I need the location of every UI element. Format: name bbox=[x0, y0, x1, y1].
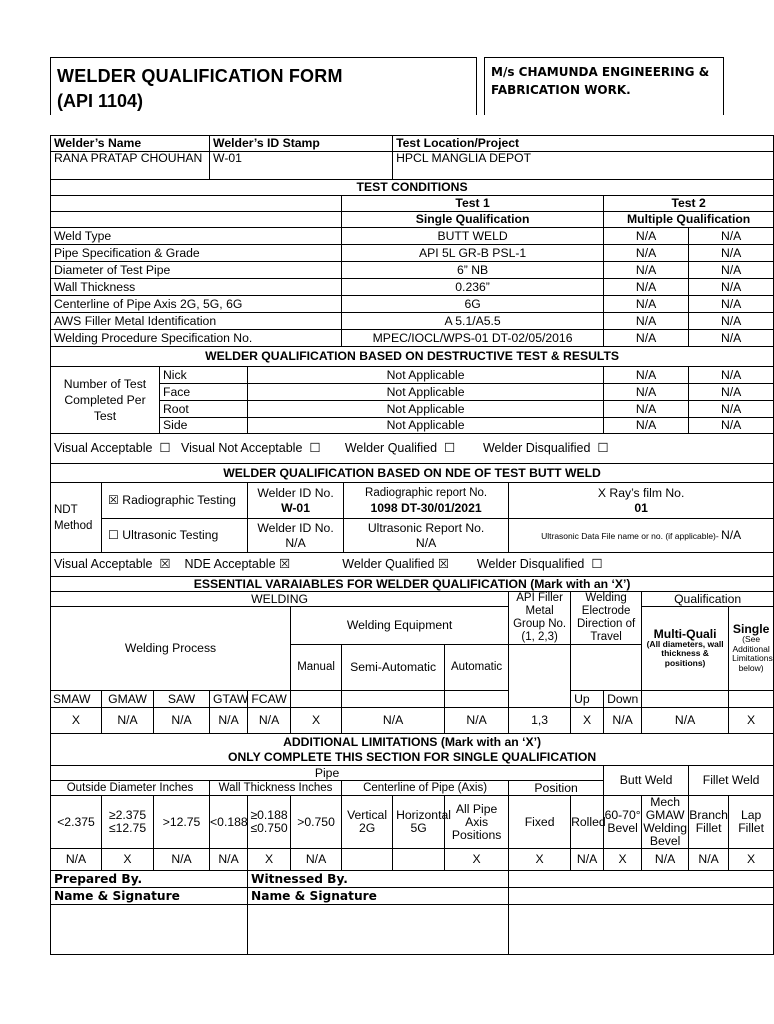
ndt-method-label: NDT Method bbox=[51, 483, 102, 553]
face-label: Face bbox=[160, 384, 248, 401]
limitations-values-row: N/A X N/A N/A X N/A X X N/A X N/A N/A X bbox=[51, 849, 774, 871]
ut-data-file-value: N/A bbox=[721, 527, 742, 542]
test-condition-row: Pipe Specification & Grade API 5L GR-B PSL-1 N/A N/A bbox=[51, 245, 774, 262]
smaw-header: SMAW bbox=[51, 691, 102, 708]
test-location-value: HPCL MANGLIA DEPOT bbox=[393, 152, 774, 180]
essential-values-row: X N/A N/A N/A N/A X N/A N/A 1,3 X N/A N/A X bbox=[51, 708, 774, 734]
single-qualification-col: Single bbox=[732, 622, 770, 636]
test2-header: Test 2 bbox=[604, 196, 774, 212]
ultrasonic-testing-checkbox[interactable]: ☐ Ultrasonic Testing bbox=[102, 519, 248, 553]
rt-report-label: Radiographic report No. bbox=[365, 486, 488, 499]
test-condition-row: Centerline of Pipe Axis 2G, 5G, 6G 6G N/A N/A bbox=[51, 296, 774, 313]
extra-signature-field[interactable] bbox=[509, 905, 774, 955]
test-location-label: Test Location/Project bbox=[393, 136, 774, 152]
down-header: Down bbox=[604, 691, 642, 708]
destructive-test-title: WELDER QUALIFICATION BASED ON DESTRUCTIVE TEST & RESULTS bbox=[51, 347, 774, 367]
travel-direction-header: Welding Electrode Direction of Travel bbox=[571, 592, 642, 645]
welder-id-label: Welder’s ID Stamp bbox=[210, 136, 393, 152]
semi-automatic-header: Semi-Automatic bbox=[342, 645, 445, 691]
test-conditions-title: TEST CONDITIONS bbox=[51, 180, 774, 196]
prepared-by-label: Prepared By. bbox=[51, 871, 248, 888]
multi-qualification-note: (All diameters, wall thickness & positions) bbox=[646, 638, 724, 668]
welder-name-value: RANA PRATAP CHOUHAN bbox=[51, 152, 210, 180]
form-header bbox=[50, 57, 723, 117]
up-header: Up bbox=[571, 691, 604, 708]
single-qualification-note: (See Additional Limitations below) bbox=[732, 634, 773, 673]
side-label: Side bbox=[160, 418, 248, 434]
nick-label: Nick bbox=[160, 367, 248, 384]
welding-header: WELDING bbox=[51, 592, 509, 607]
gtaw-header: GTAW bbox=[210, 691, 248, 708]
welder-name-label: Welder’s Name bbox=[51, 136, 210, 152]
welding-process-header: Welding Process bbox=[51, 607, 291, 691]
destructive-status-row[interactable]: Visual Acceptable ☐ Visual Not Acceptable ☐ Welder Qualified ☐ Welder Disqualified ☐ bbox=[51, 434, 774, 464]
multiple-qualification-header: Multiple Qualification bbox=[604, 212, 774, 228]
wall-thickness-header: Wall Thickness Inches bbox=[210, 781, 342, 796]
limitations-subtitle: ONLY COMPLETE THIS SECTION FOR SINGLE QUALIFICATION bbox=[228, 749, 597, 764]
film-number-value: 01 bbox=[634, 500, 648, 515]
multi-qualification-header: Multi-Quali bbox=[653, 626, 717, 641]
rt-report-value: 1098 DT-30/01/2021 bbox=[370, 500, 482, 515]
welding-equipment-header: Welding Equipment bbox=[291, 607, 509, 645]
rt-welder-id-label: Welder ID No. bbox=[257, 485, 334, 500]
butt-weld-header: Butt Weld bbox=[604, 766, 689, 796]
root-label: Root bbox=[160, 401, 248, 418]
ut-welder-id-label: Welder ID No. bbox=[257, 520, 334, 535]
fcaw-header: FCAW bbox=[248, 691, 291, 708]
ut-welder-id-value: N/A bbox=[285, 535, 306, 550]
single-qualification-header: Single Qualification bbox=[342, 212, 604, 228]
pipe-header: Pipe bbox=[51, 766, 604, 781]
filler-metal-group-header: API Filler Metal Group No. (1, 2,3) bbox=[509, 592, 571, 645]
prepared-name-signature-label: Name & Signature bbox=[51, 888, 248, 905]
saw-header: SAW bbox=[154, 691, 210, 708]
film-number-label: X Ray’s film No. bbox=[597, 485, 685, 500]
tests-completed-label: Number of Test Completed Per Test bbox=[51, 367, 160, 434]
prepared-signature-field[interactable] bbox=[51, 905, 248, 955]
gmaw-header: GMAW bbox=[102, 691, 154, 708]
fillet-weld-header: Fillet Weld bbox=[689, 766, 774, 796]
test-condition-row: Welding Procedure Specification No. MPEC/IOCL/WPS-01 DT-02/05/2016 N/A N/A bbox=[51, 330, 774, 347]
position-header: Position bbox=[509, 781, 604, 796]
qualification-form-table: Welder’s Name Welder’s ID Stamp Test Location/Project RANA PRATAP CHOUHAN W-01 HPCL MANGLIA DEPOT TEST CONDITIONS Test 1 Test 2 Single Qualification Multiple Qualification Weld Type BUTT WELD N/A N/A Pipe Specification & Grade API 5L GR-B PSL-1 N/A N/A Diameter of Test Pipe 6” NB N/A N/A Wall Thickness 0.236” N/A N/A Centerline of Pipe Axis 2G, 5G, 6G 6G N/A N/A AWS Filler Metal Identification A 5.1/A5.5 N/A N/A Welding Procedure Specification No. MPEC/IOCL/WPS-01 DT-02/05/2016 N/A N/A WELDER QUALIFICATION BASED ON DESTRUCTIVE TEST & RESULTS Number of Test Completed Per Test Nick Not Applicable N/A N/A Face Not Applicable N/A N/A Root Not Applicable N/A N/A Side Not Applicable N/A N/A Visual Acceptable ☐ Visual Not Acceptable ☐ Welder Qualified ☐ Welder Disqualified ☐ WELDER QUALIFICATION BASED ON NDE OF TEST BUTT WELD NDT Method ☒ Radiographic Testing Welder ID No. W-01 Radiographic report No. 1098 DT-30/01/2021 X Ray’s film No. 01 ☐ Ultrasonic Testing Welder ID No. N/A Ultrasonic Report No. N/A Ultrasonic Data File name or no. (if applicable)- N/A Visual Acceptable ☒ NDE Acceptable ☒ Welder Qualified ☒ Welder Disqualified ☐ ESSENTIAL VARAIABLES FOR WELDER QUALIFICATION (Mark with an ‘X’) WELDING API Filler Metal Group No. (1, 2,3) Welding Electrode Direction of Travel Qualification Welding Process Welding Equipment Multi-Quali (All diameters, wall thickness & positions) Single (See Additional Limitations below) Manual Semi-Automatic Automatic SMAW GMAW SAW GTAW FCAW Up Down X N/A N/A N/A N/A X N/A N/A 1,3 X N/A N/A X ADDITIONAL LIMITATIONS (Mark with an ‘X’) ONLY COMPLETE THIS SECTION FOR SINGLE QUALIFICATION Pipe Butt Weld Fillet Weld Outside Diameter Inches Wall Thickness Inches Centerline of Pipe (Axis) Position <2.375 ≥2.375 ≤12.75 >12.75 <0.188 ≥0.188 ≤0.750 >0.750 Vertical 2G Horizontal 5G All Pipe Axis Positions Fixed Rolled 60-70° Bevel Mech GMAW Welding Bevel Branch Fillet Lap Fillet N/A X N/A N/A X N/A X X N/A X N/A N/A X Prepared By. Witnessed By. Name & Signature Name & Signature bbox=[50, 135, 774, 955]
company-name-line1: M/s CHAMUNDA ENGINEERING & bbox=[491, 65, 710, 79]
witnessed-by-label: Witnessed By. bbox=[248, 871, 509, 888]
automatic-header: Automatic bbox=[445, 645, 509, 691]
outside-diameter-header: Outside Diameter Inches bbox=[51, 781, 210, 796]
welder-id-value: W-01 bbox=[210, 152, 393, 180]
ut-report-value: N/A bbox=[415, 535, 437, 550]
limitations-title: ADDITIONAL LIMITATIONS (Mark with an ‘X’) bbox=[283, 734, 542, 749]
test1-header: Test 1 bbox=[342, 196, 604, 212]
qualification-header: Qualification bbox=[642, 592, 774, 607]
test-condition-row: Weld Type BUTT WELD N/A N/A bbox=[51, 228, 774, 245]
form-title-box bbox=[50, 57, 477, 115]
test-condition-row: Diameter of Test Pipe 6” NB N/A N/A bbox=[51, 262, 774, 279]
witnessed-name-signature-label: Name & Signature bbox=[248, 888, 509, 905]
rt-welder-id-value: W-01 bbox=[281, 500, 310, 515]
manual-header: Manual bbox=[291, 645, 342, 691]
test-condition-row: Wall Thickness 0.236” N/A N/A bbox=[51, 279, 774, 296]
ut-report-label: Ultrasonic Report No. bbox=[367, 520, 485, 535]
ut-data-file-label: Ultrasonic Data File name or no. (if applicable)- bbox=[541, 530, 719, 541]
test-condition-row: AWS Filler Metal Identification A 5.1/A5.5 N/A N/A bbox=[51, 313, 774, 330]
form-standard: (API 1104) bbox=[57, 91, 144, 111]
essential-variables-title: ESSENTIAL VARAIABLES FOR WELDER QUALIFICATION (Mark with an ‘X’) bbox=[51, 577, 774, 592]
centerline-header: Centerline of Pipe (Axis) bbox=[342, 781, 509, 796]
limitations-columns-row: <2.375 ≥2.375 ≤12.75 >12.75 <0.188 ≥0.188 ≤0.750 >0.750 Vertical 2G Horizontal 5G All Pipe Axis Positions Fixed Rolled 60-70° Bevel Mech GMAW Welding Bevel Branch Fillet Lap Fillet bbox=[51, 796, 774, 849]
company-name-line2: FABRICATION WORK. bbox=[491, 83, 631, 97]
nde-status-row[interactable]: Visual Acceptable ☒ NDE Acceptable ☒ Welder Qualified ☒ Welder Disqualified ☐ bbox=[51, 553, 774, 577]
nde-title: WELDER QUALIFICATION BASED ON NDE OF TEST BUTT WELD bbox=[51, 464, 774, 483]
form-title: WELDER QUALIFICATION FORM bbox=[57, 66, 343, 86]
radiographic-testing-checkbox[interactable]: ☒ Radiographic Testing bbox=[102, 483, 248, 519]
company-box bbox=[484, 57, 724, 115]
witnessed-signature-field[interactable] bbox=[248, 905, 509, 955]
